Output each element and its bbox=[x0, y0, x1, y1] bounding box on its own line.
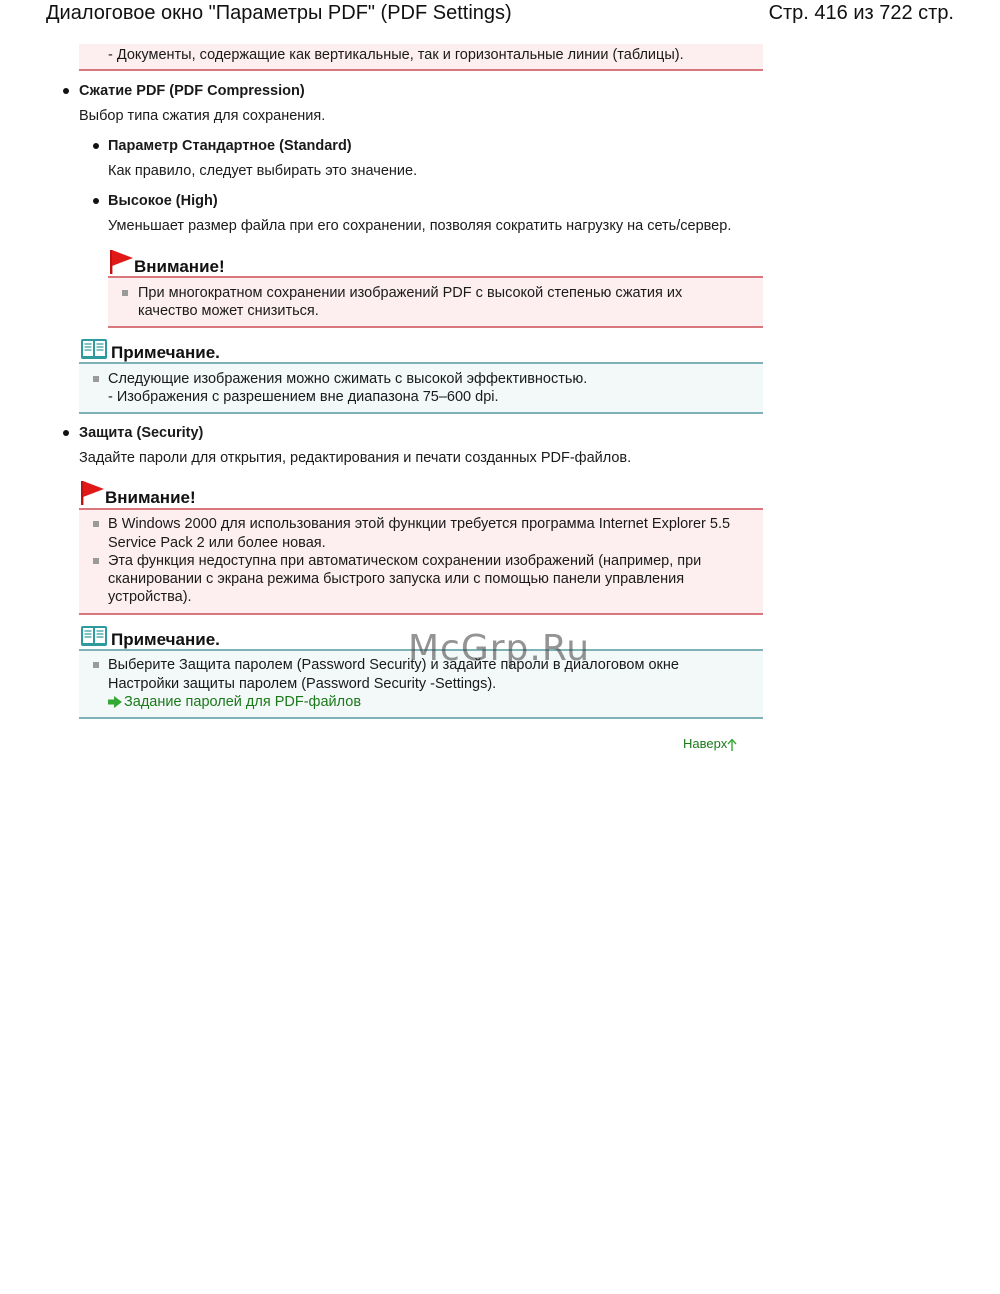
note-line: Настройки защиты паролем (Password Security -Settings). bbox=[108, 676, 497, 692]
bullet-icon bbox=[63, 430, 69, 436]
note-line: Следующие изображения можно сжимать с высокой эффективностью. bbox=[108, 371, 588, 387]
watermark: McGrp.Ru bbox=[408, 628, 591, 669]
caution-line: качество может снизиться. bbox=[138, 303, 319, 319]
option-standard-desc: Как правило, следует выбирать это значение. bbox=[108, 163, 418, 179]
caution-line: устройства). bbox=[108, 589, 192, 605]
password-settings-link[interactable] bbox=[108, 693, 361, 712]
security-desc: Задайте пароли для открытия, редактирования и печати созданных PDF-файлов. bbox=[79, 450, 632, 466]
back-to-top-label: Наверх bbox=[683, 736, 728, 751]
square-bullet-icon bbox=[122, 290, 128, 296]
note-line: - Изображения с разрешением вне диапазона 75–600 dpi. bbox=[108, 389, 499, 405]
up-arrow-icon bbox=[727, 738, 737, 751]
caution-line: Эта функция недоступна при автоматическом сохранении изображений (например, при bbox=[108, 553, 702, 569]
caution-flag-icon bbox=[109, 249, 135, 275]
bullet-icon bbox=[93, 143, 99, 149]
green-arrow-icon bbox=[108, 696, 122, 708]
caution-flag-icon bbox=[80, 480, 106, 506]
bullet-icon bbox=[63, 88, 69, 94]
note-title: Примечание. bbox=[111, 630, 220, 649]
note-book-icon bbox=[80, 338, 108, 360]
caution-line: сканировании с экрана режима быстрого запуска или с помощью панели управления bbox=[108, 571, 685, 587]
caution-line: При многократном сохранении изображений PDF с высокой степенью сжатия их bbox=[138, 285, 683, 301]
note-title: Примечание. bbox=[111, 343, 220, 362]
security-heading: Защита (Security) bbox=[79, 425, 204, 441]
compression-heading: Сжатие PDF (PDF Compression) bbox=[79, 83, 305, 99]
bullet-icon bbox=[93, 198, 99, 204]
compression-desc: Выбор типа сжатия для сохранения. bbox=[79, 108, 326, 124]
back-to-top-link[interactable] bbox=[683, 735, 737, 754]
note-line: Выберите Защита паролем (Password Security) и задайте пароли в диалоговом окне bbox=[108, 657, 679, 673]
option-high-label: Высокое (High) bbox=[108, 193, 218, 209]
page-title: Диалоговое окно "Параметры PDF" (PDF Settings) bbox=[46, 2, 512, 24]
caution-title: Внимание! bbox=[134, 257, 225, 276]
square-bullet-icon bbox=[93, 376, 99, 382]
square-bullet-icon bbox=[93, 558, 99, 564]
caution-text: - Документы, содержащие как вертикальные, так и горизонтальные линии (таблицы). bbox=[108, 47, 684, 63]
square-bullet-icon bbox=[93, 521, 99, 527]
caution-title: Внимание! bbox=[105, 488, 196, 507]
caution-line: Service Pack 2 или более новая. bbox=[108, 535, 326, 551]
link-label: Задание паролей для PDF-файлов bbox=[124, 694, 362, 710]
page-counter: Стр. 416 из 722 стр. bbox=[768, 2, 954, 24]
option-standard-label: Параметр Стандартное (Standard) bbox=[108, 138, 352, 154]
option-high-desc: Уменьшает размер файла при его сохранении, позволяя сократить нагрузку на сеть/сервер. bbox=[108, 218, 732, 234]
note-book-icon bbox=[80, 625, 108, 647]
square-bullet-icon bbox=[93, 662, 99, 668]
caution-line: В Windows 2000 для использования этой функции требуется программа Internet Explorer 5.5 bbox=[108, 516, 731, 532]
